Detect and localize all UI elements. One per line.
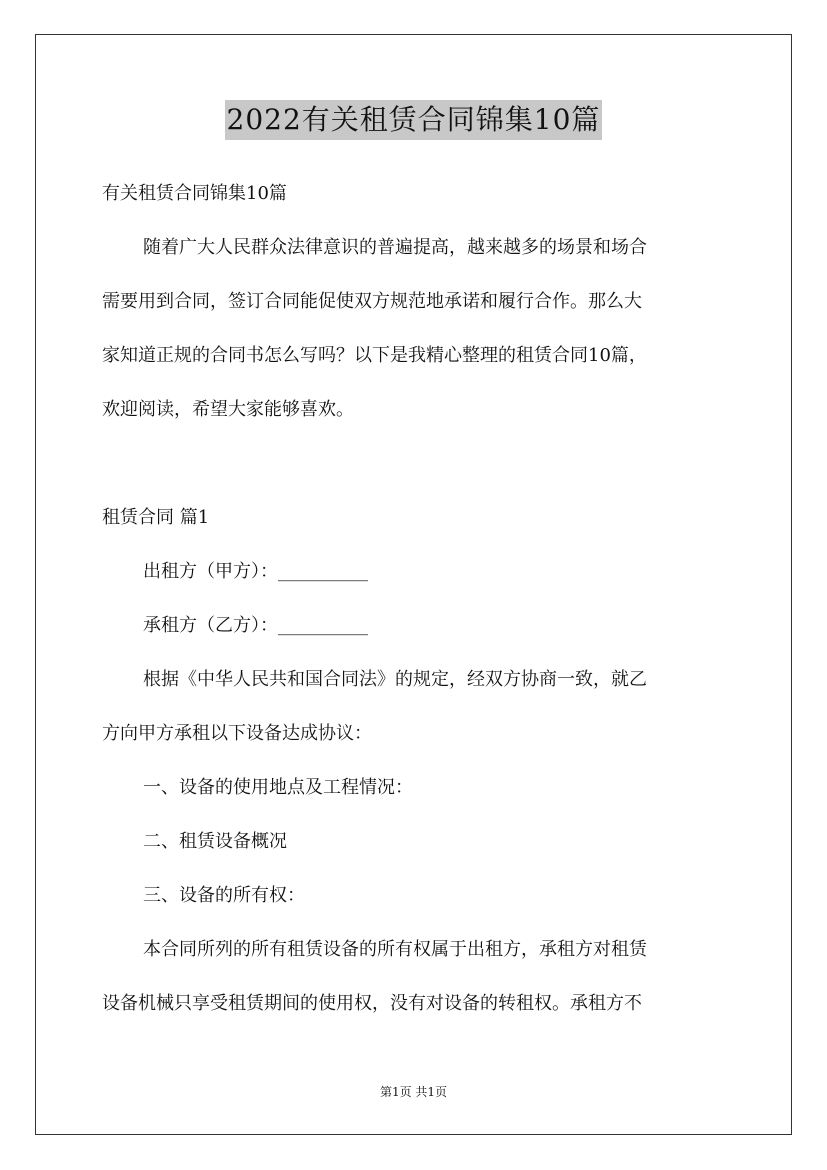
title-container — [0, 100, 827, 140]
basis-line-1: 根据《中华人民共和国合同法》的规定，经双方协商一致，就乙 — [143, 669, 647, 690]
document-subtitle: 有关租赁合同锦集10篇 — [102, 183, 287, 204]
intro-line-4: 欢迎阅读，希望大家能够喜欢。 — [102, 399, 354, 420]
intro-line-3: 家知道正规的合同书怎么写吗？以下是我精心整理的租赁合同10篇， — [102, 345, 647, 366]
intro-line-1: 随着广大人民群众法律意识的普遍提高，越来越多的场景和场合 — [143, 237, 647, 258]
ownership-line-2: 设备机械只享受租赁期间的使用权，没有对设备的转租权。承租方不 — [102, 993, 642, 1014]
document-title: 2022有关租赁合同锦集10篇 — [225, 100, 603, 140]
clause-3: 三、设备的所有权： — [143, 885, 305, 906]
clause-1: 一、设备的使用地点及工程情况： — [143, 777, 413, 798]
ownership-line-1: 本合同所列的所有租赁设备的所有权属于出租方，承租方对租赁 — [143, 939, 647, 960]
page-indicator: 第1页 共1页 — [379, 1085, 448, 1099]
basis-line-2: 方向甲方承租以下设备达成协议： — [102, 723, 372, 744]
lessor-line: 出租方（甲方）：__________ — [143, 561, 368, 582]
section-heading: 租赁合同 篇1 — [102, 507, 210, 528]
clause-2: 二、租赁设备概况 — [143, 831, 287, 852]
lessee-line: 承租方（乙方）：__________ — [143, 615, 368, 636]
intro-line-2: 需要用到合同，签订合同能促使双方规范地承诺和履行合作。那么大 — [102, 291, 642, 312]
